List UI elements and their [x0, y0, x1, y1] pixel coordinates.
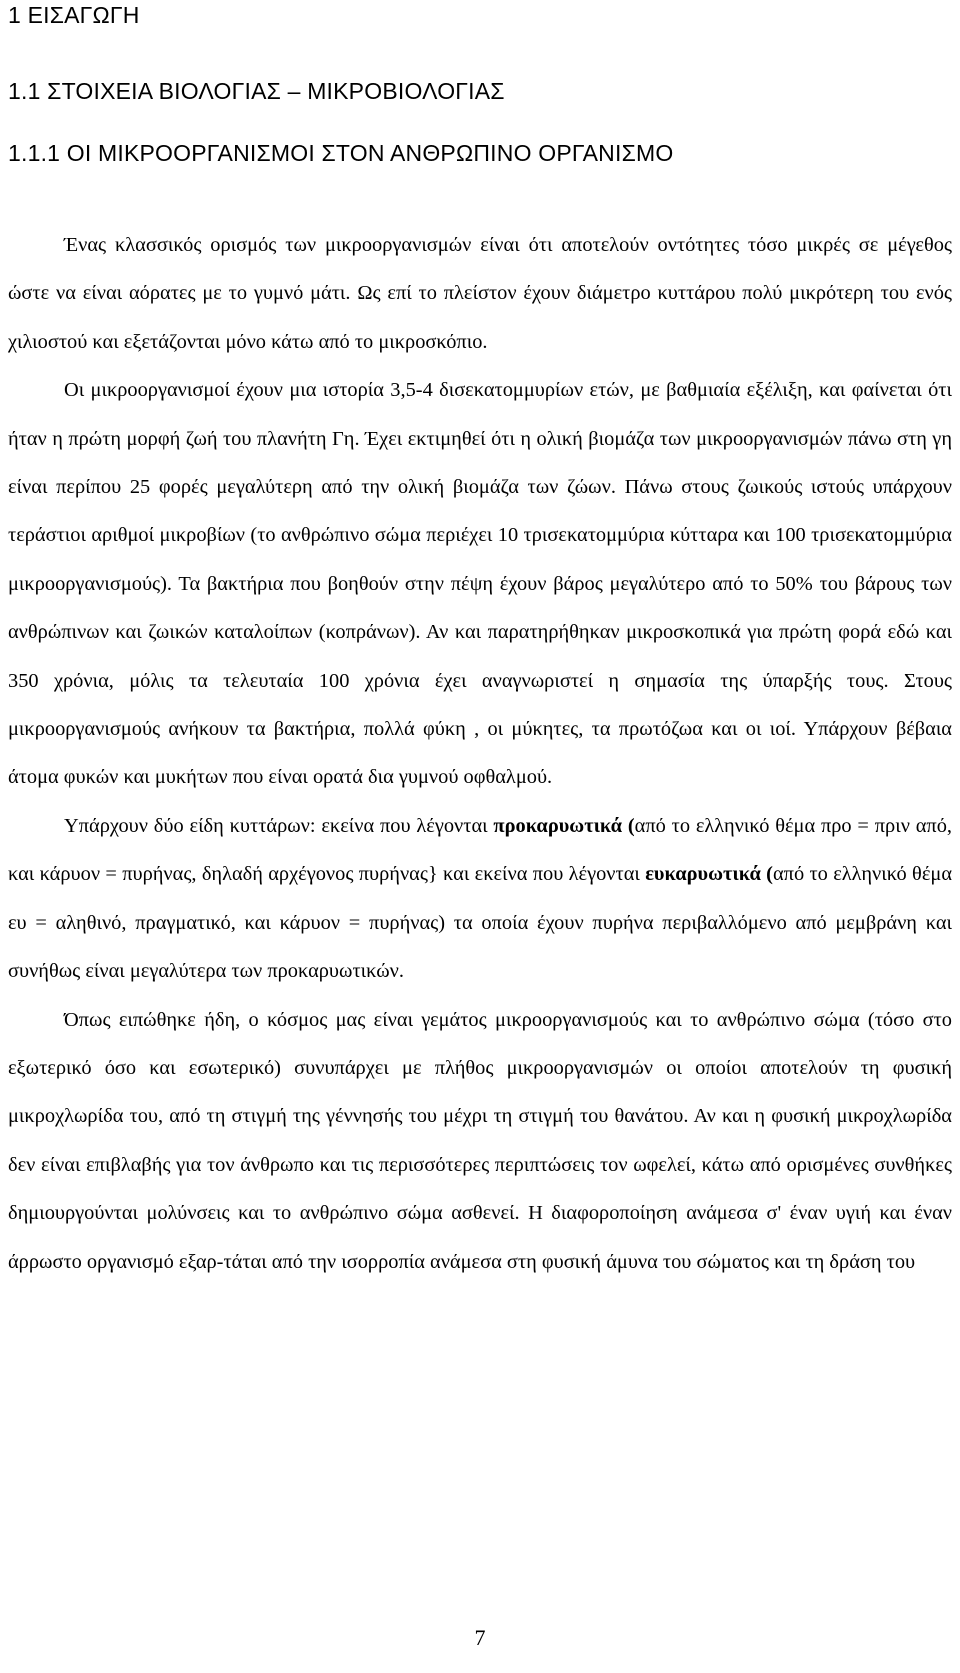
paragraph-definition: Ένας κλασσικός ορισμός των μικροοργανισμών είναι ότι αποτελούν οντότητες τόσο μικρές σε μέγεθος ώστε να είναι αόρατες με το γυμνό μάτι. Ως επί το πλείστον έχουν διάμετρο κυττάρου πολύ μικρότερη του ενός χιλιοστού και εξετάζονται μόνο κάτω από το μικροσκόπιο. — [8, 234, 952, 353]
paragraph-microflora: Όπως ειπώθηκε ήδη, ο κόσμος μας είναι γεμάτος μικροοργανισμούς και το ανθρώπινο σώμα (τόσο στο εξωτερικό όσο και εσωτερικό) συνυπάρχει με πλήθος μικροοργανισμών οι οποίοι αποτελούν τη φυσική μικροχλωρίδα του, από τη στιγμή της γέννησής του μέχρι τη στιγμή του θανάτου. Αν και η φυσική μικροχλωρίδα δεν είναι επιβλαβής για τον άνθρωπο και τις περισσότερες περιπτώσεις τον ωφελεί, κάτω από ορισμένες συνθήκες δημιουργούνται μολύνσεις και το ανθρώπινο σώμα ασθενεί. Η διαφοροποίηση ανάμεσα σ' έναν υγιή και έναν άρρωστο οργανισμό εξαρ-τάται από την ισορροπία ανάμεσα στη φυσική άμυνα του σώματος και τη δράση του — [8, 1008, 952, 1273]
body-text — [8, 221, 952, 1286]
term-eukaryotic: ευκαρυωτικά ( — [645, 863, 773, 886]
term-prokaryotic: προκαρυωτικά ( — [493, 814, 635, 837]
paragraph-text: από το ελληνικό θέμα προ = πριν από, και κάρυον = πυρήνας, δηλαδή αρχέγονος πυρήνας} και εκείνα που λέγονται — [8, 814, 952, 886]
page-number: 7 — [474, 1625, 486, 1650]
subsection-heading: 1.1.1 ΟΙ ΜΙΚΡΟΟΡΓΑΝΙΣΜΟΙ ΣΤΟΝ ΑΝΘΡΩΠΙΝΟ ΟΡΓΑΝΙΣΜΟ — [8, 140, 674, 166]
chapter-heading: 1 ΕΙΣΑΓΩΓΗ — [8, 2, 140, 28]
paragraph-history: Οι μικροοργανισμοί έχουν μια ιστορία 3,5-4 δισεκατομμυρίων ετών, με βαθμιαία εξέλιξη, και φαίνεται ότι ήταν η πρώτη μορφή ζωή του πλανήτη Γη. Έχει εκτιμηθεί ότι η ολική βιομάζα των μικροοργανισμών πάνω στη γη είναι περίπου 25 φορές μεγαλύτερη από την ολική βιομάζα των ζώων. Πάνω στους ζωικούς ιστούς υπάρχουν τεράστιοι αριθμοί μικροβίων (το ανθρώπινο σώμα περιέχει 10 τρισεκατομμύρια κύτταρα και 100 τρισεκατομμύρια μικροοργανισμούς). Τα βακτήρια που βοηθούν στην πέψη έχουν βάρος μεγαλύτερο από το 50% του βάρους των ανθρώπινων και ζωικών καταλοίπων (κοπράνων). Αν και παρατηρήθηκαν μικροσκοπικά για πρώτη φορά εδώ και 350 χρόνια, μόλις τα τελευταία 100 χρόνια έχει αναγνωριστεί η σημασία της ύπαρξής τους. Στους μικροοργανισμούς ανήκουν τα βακτήρια, πολλά φύκη , οι μύκητες, τα πρωτόζωα και οι ιοί. Υπάρχουν βέβαια άτομα φυκών και μυκήτων που είναι ορατά δια γυμνού οφθαλμού. — [8, 379, 952, 789]
section-heading: 1.1 ΣΤΟΙΧΕΙΑ ΒΙΟΛΟΓΙΑΣ – ΜΙΚΡΟΒΙΟΛΟΓΙΑΣ — [8, 78, 505, 104]
paragraph-text: από το ελληνικό θέμα ευ = αληθινό, πραγματικό, και κάρυον = πυρήνας) τα οποία έχουν πυρήνα περιβαλλόμενο από μεμβράνη και συνήθως είναι μεγαλύτερα των προκαρυωτικών. — [8, 863, 953, 983]
paragraph-text: Υπάρχουν δύο είδη κυττάρων: εκείνα που λέγονται — [64, 814, 494, 837]
paragraph-cell-types — [8, 802, 952, 996]
